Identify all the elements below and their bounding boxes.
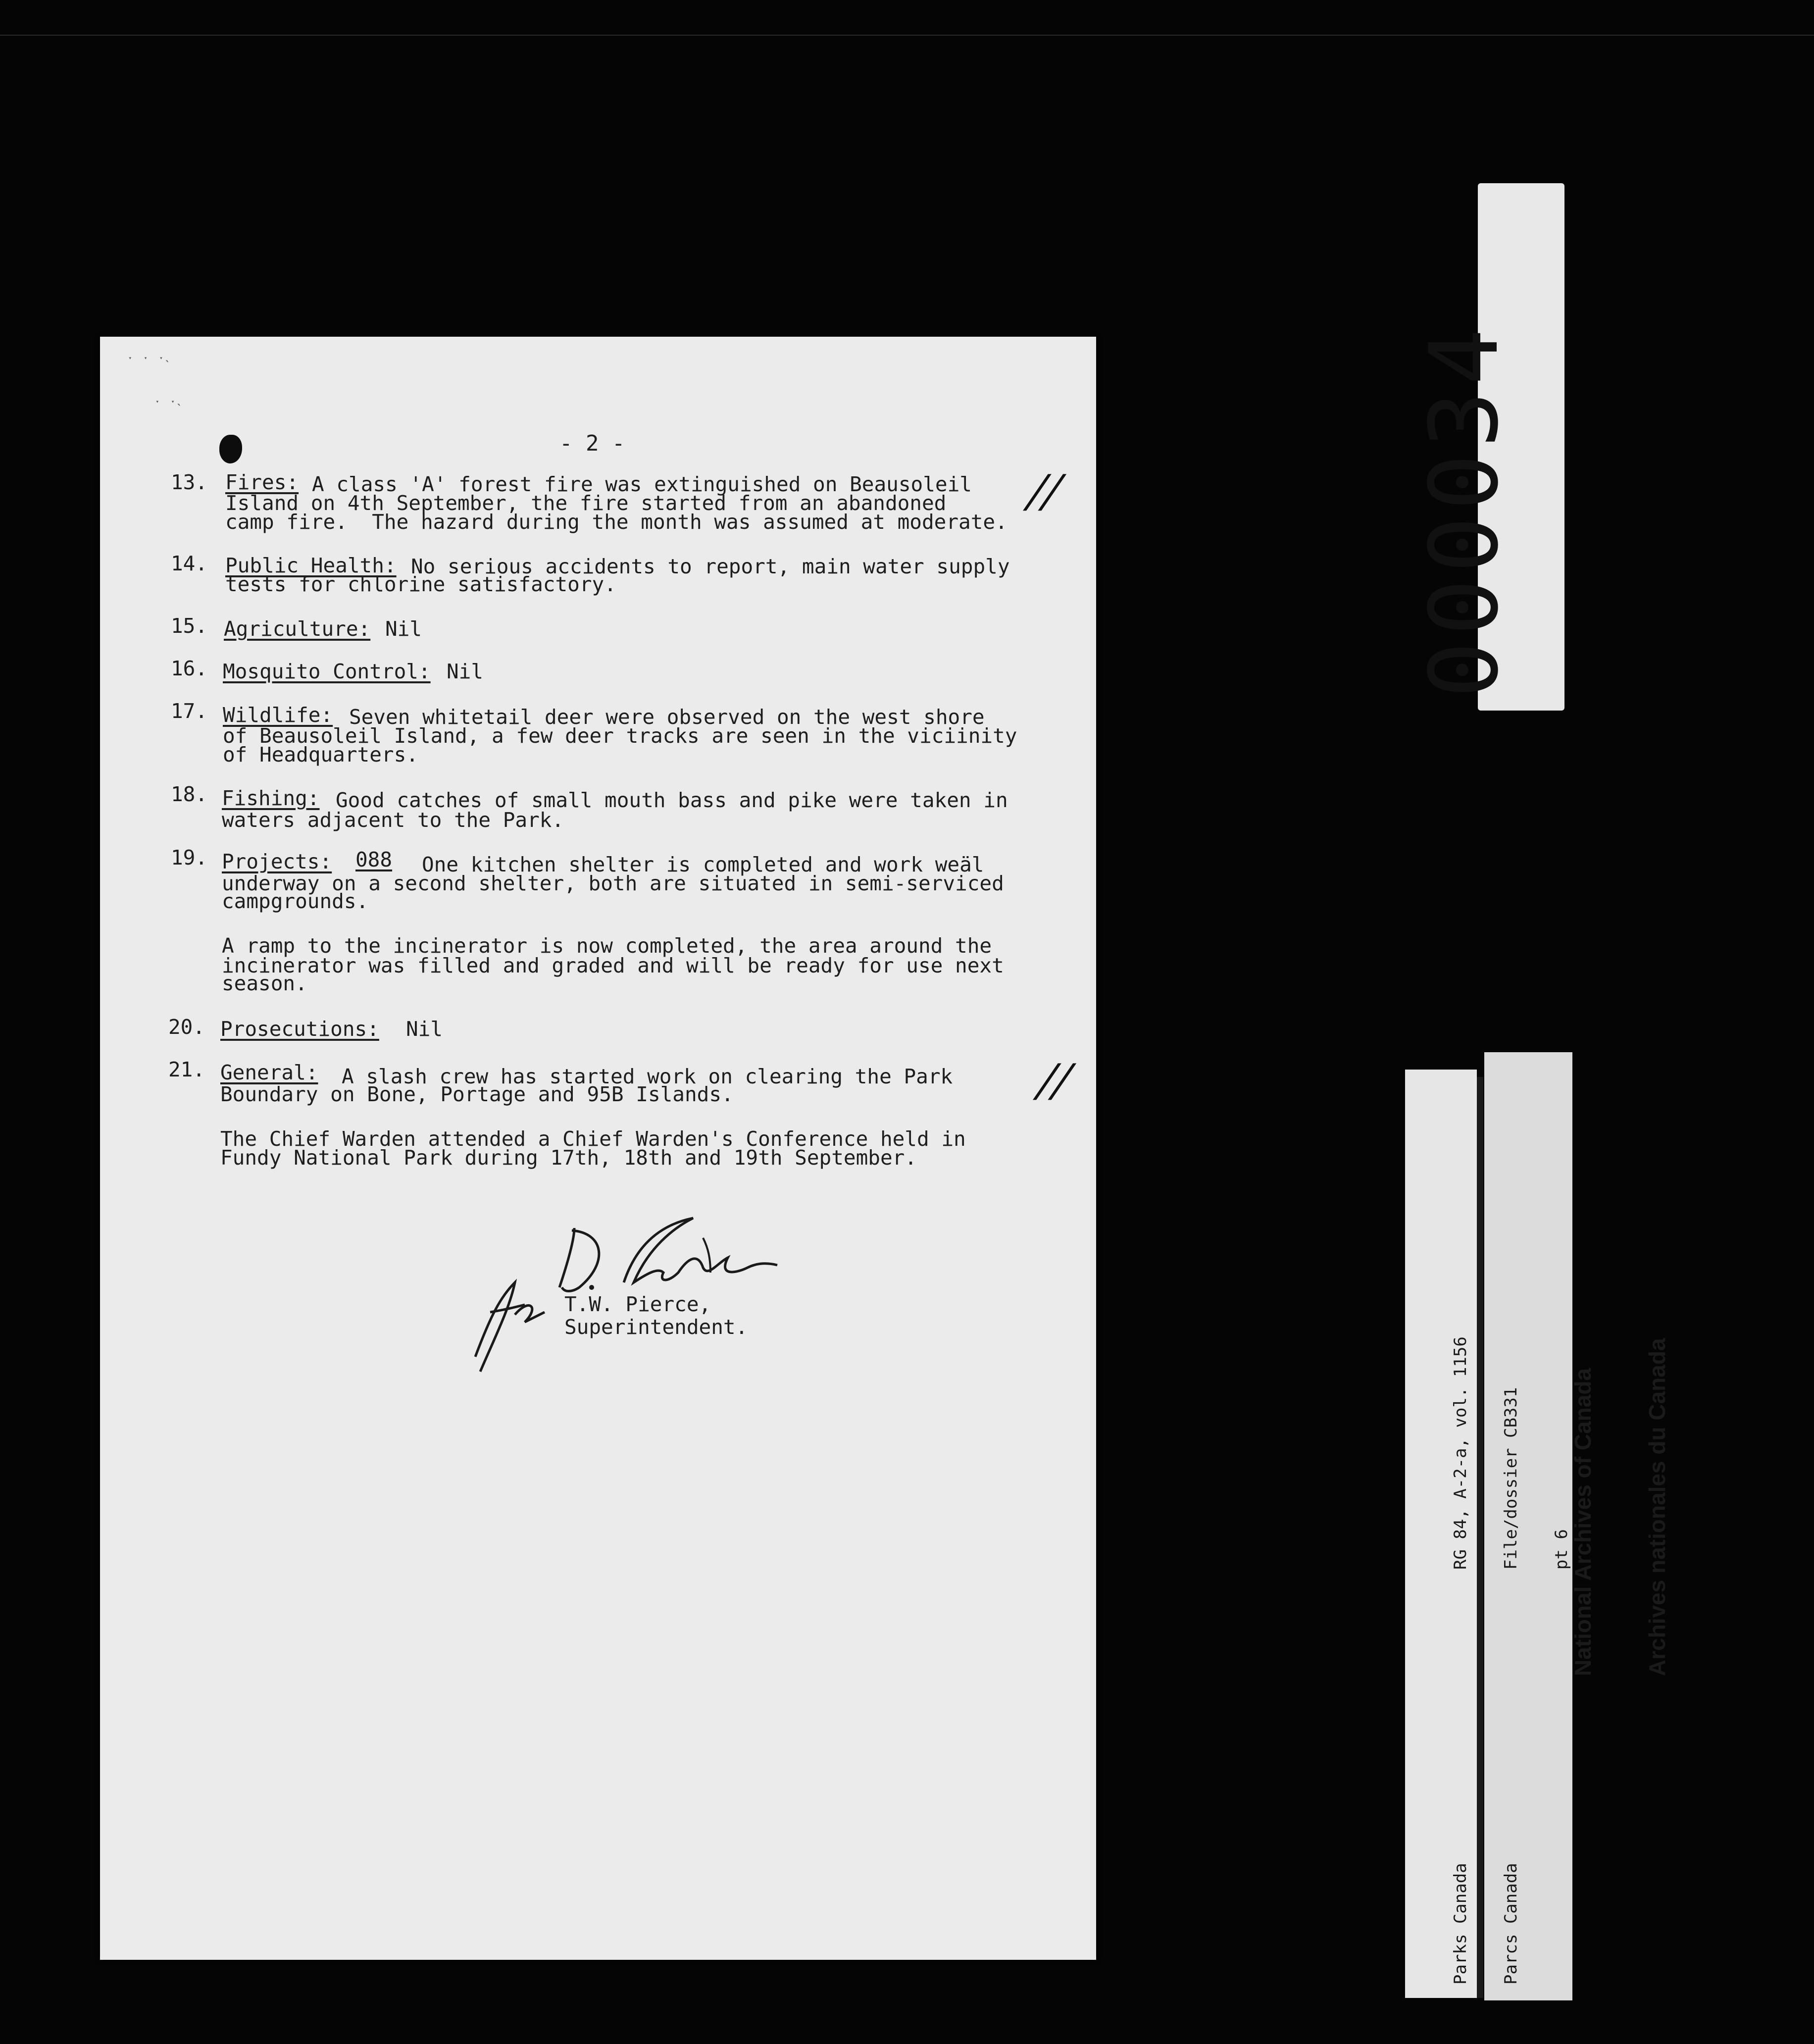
item-line: of Beausoleil Island, a few deer tracks are seen in the viciinity bbox=[223, 724, 1017, 748]
item-heading: General: bbox=[220, 1061, 318, 1084]
scuff-mark: ˑ ˑ˴ bbox=[153, 396, 185, 411]
signature-text: fa D. Baker bbox=[460, 1208, 464, 1209]
item-line: Nil bbox=[406, 1017, 443, 1041]
signatory-name: T.W. Pierce, bbox=[564, 1292, 711, 1316]
item-number: 14. bbox=[171, 552, 208, 575]
item-line: waters adjacent to the Park. bbox=[222, 808, 564, 832]
item-line: of Headquarters. bbox=[223, 743, 418, 766]
item-line: Nil bbox=[385, 617, 422, 641]
item-line: One kitchen shelter is completed and work weäl bbox=[422, 853, 984, 876]
item-line: season. bbox=[222, 971, 307, 995]
archive-institution-line: National Archives of Canada bbox=[1570, 1368, 1596, 1676]
item-number: 18. bbox=[171, 782, 208, 806]
frame-number-label bbox=[1410, 183, 1564, 711]
item-number: 21. bbox=[168, 1058, 205, 1081]
item-line: tests for chlorine satisfactory. bbox=[225, 572, 616, 596]
item-heading: Fires: bbox=[225, 470, 299, 494]
margin-mark: // bbox=[1035, 1055, 1074, 1107]
item-line: No serious accidents to report, main water supply bbox=[411, 555, 1010, 578]
item-line: Fundy National Park during 17th, 18th and 19th September. bbox=[220, 1146, 917, 1170]
item-line: Seven whitetail deer were observed on the west shore bbox=[349, 705, 985, 729]
archive-reference-line: File/dossier CB331 bbox=[1501, 1387, 1521, 1570]
archive-institution bbox=[1521, 1338, 1694, 1676]
archive-reference-line: pt 6 bbox=[1552, 1529, 1571, 1570]
item-line: A class 'A' forest fire was extinguished on Beausoleil bbox=[312, 472, 972, 496]
item-line: underway on a second shelter, both are situated in semi-serviced bbox=[222, 871, 1004, 895]
margin-mark: // bbox=[1025, 465, 1064, 517]
item-heading: Agriculture: bbox=[224, 617, 371, 641]
item-line: camp fire. The hazard during the month was assumed at moderate. bbox=[225, 510, 1008, 534]
frame-number-digits bbox=[1410, 183, 1564, 711]
archive-department-line: Parks Canada bbox=[1451, 1863, 1470, 1985]
item-line: incinerator was filled and graded and will be ready for use next bbox=[222, 954, 1004, 977]
archive-department-line: Parcs Canada bbox=[1501, 1863, 1521, 1985]
item-line: A ramp to the incinerator is now completed, the area around the bbox=[222, 934, 992, 958]
item-line: Island on 4th September, the fire started from an abandoned bbox=[225, 491, 947, 515]
item-line: Good catches of small mouth bass and pike were taken in bbox=[336, 788, 1008, 812]
item-line: A slash crew has started work on clearing the Park bbox=[342, 1065, 953, 1088]
item-heading: Projects: bbox=[222, 850, 332, 873]
archive-department bbox=[1418, 1863, 1536, 1985]
item-line: campgrounds. bbox=[222, 889, 369, 913]
item-heading: Wildlife: bbox=[223, 703, 333, 727]
film-edge-line bbox=[0, 35, 1814, 36]
item-number: 19. bbox=[171, 846, 208, 869]
item-number: 17. bbox=[171, 699, 208, 723]
item-number: 20. bbox=[168, 1015, 205, 1039]
item-number: 13. bbox=[171, 470, 208, 494]
item-number: 16. bbox=[171, 657, 208, 680]
archive-institution-line: Archives nationales du Canada bbox=[1644, 1338, 1670, 1676]
project-code: 088 bbox=[355, 848, 393, 871]
page-number: - 2 - bbox=[559, 431, 625, 456]
item-heading: Public Health: bbox=[225, 554, 397, 577]
item-line: The Chief Warden attended a Chief Warden's Conference held in bbox=[220, 1127, 966, 1151]
scuff-mark: ˑ ˑ ˑ˴ bbox=[126, 353, 173, 367]
item-number: 15. bbox=[171, 614, 208, 638]
item-heading: Mosquito Control: bbox=[223, 660, 431, 683]
archive-reference-line: RG 84, A-2-a, vol. 1156 bbox=[1451, 1336, 1470, 1570]
item-line: Nil bbox=[447, 660, 484, 683]
signatory-title: Superintendent. bbox=[564, 1315, 748, 1339]
item-heading: Fishing: bbox=[222, 786, 320, 810]
item-heading: Prosecutions: bbox=[220, 1017, 379, 1041]
item-line: Boundary on Bone, Portage and 95B Islands. bbox=[220, 1082, 734, 1106]
frame-number-text: 000034 bbox=[1410, 322, 1519, 698]
